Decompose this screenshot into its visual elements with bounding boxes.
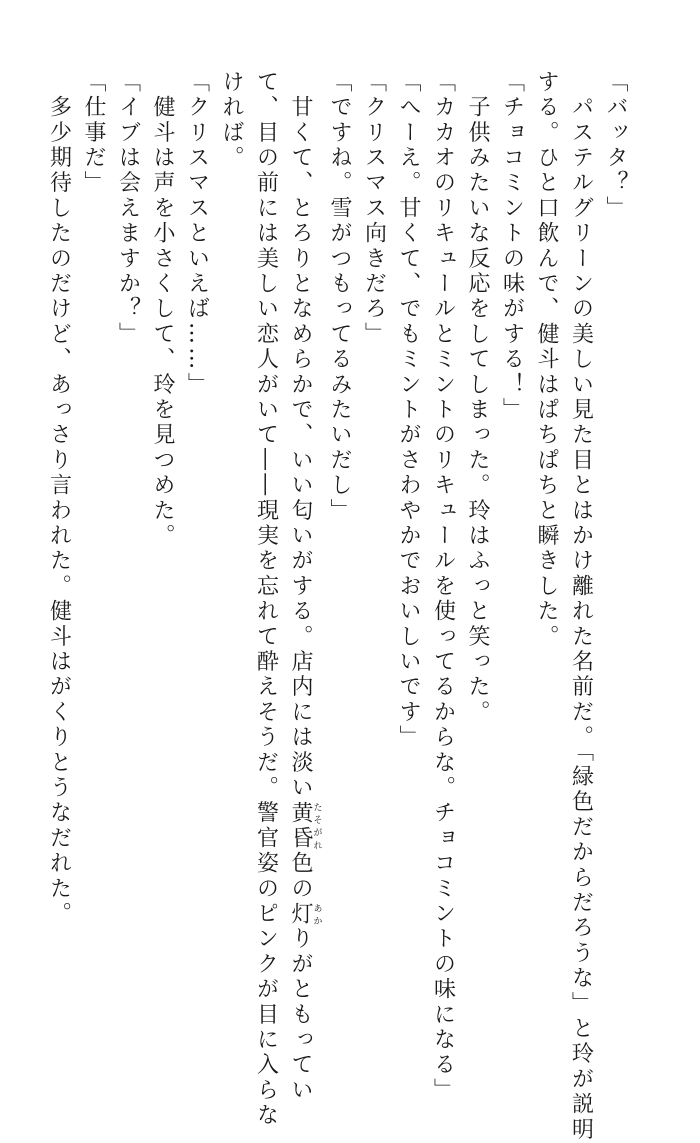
- ruby-base: 灯: [288, 901, 313, 927]
- text-line: 健斗は声を小さくして、玲を見つめた。: [150, 70, 175, 549]
- ruby-tasogare: [288, 800, 322, 852]
- text-segment: 甘くて、とろりとなめらかで、いい匂いがする。店内には淡い: [288, 70, 313, 801]
- text-line: 「ですね。雪がつもってるみたいだし」: [327, 70, 352, 524]
- ruby-akari: [288, 901, 322, 927]
- text-line: 「イブは会えますか？」: [115, 70, 141, 348]
- text-line: 「カカオのリキュールとミントのリキュールを使ってるからな。チョコミントの味になる」: [430, 70, 456, 1104]
- ruby-reading: あか: [311, 901, 322, 927]
- ruby-base: 黄昏: [288, 800, 313, 852]
- text-line-with-ruby: [283, 70, 322, 1104]
- ruby-reading: たそがれ: [311, 800, 322, 852]
- text-line: て、目の前には美しい恋人がいて――現実を忘れて酔えそうだ。警官姿のピンクが目に入らな: [253, 70, 279, 1129]
- vertical-text-block: [41, 70, 632, 1143]
- text-line: ければ。: [219, 70, 244, 171]
- text-line: 「チョコミントの味がする！」: [499, 70, 525, 423]
- text-line: 「クリスマスといえば……」: [184, 70, 210, 398]
- text-line: 「クリスマス向きだろ」: [361, 70, 387, 348]
- text-line: する。ひと口飲んで、健斗はぱちぱちと瞬きした。: [534, 70, 559, 650]
- text-line: 「バッタ？」: [603, 70, 628, 222]
- text-segment: りがともってい: [288, 926, 313, 1104]
- text-line: 多少期待したのだけど、あっさり言われた。健斗はがくりとうなだれた。: [46, 70, 72, 927]
- text-line: 「へーえ。甘くて、でもミントがさわやかでおいしいです」: [396, 70, 421, 751]
- text-line: パステルグリーンの美しい見た目とはかけ離れた名前だ。「緑色だからだろうな」と玲が説明: [568, 70, 594, 1143]
- text-line: 子供みたいな反応をしてしまった。玲はふっと笑った。: [465, 70, 490, 726]
- text-segment: 色の: [288, 851, 313, 902]
- text-line: 「仕事だ」: [81, 70, 106, 196]
